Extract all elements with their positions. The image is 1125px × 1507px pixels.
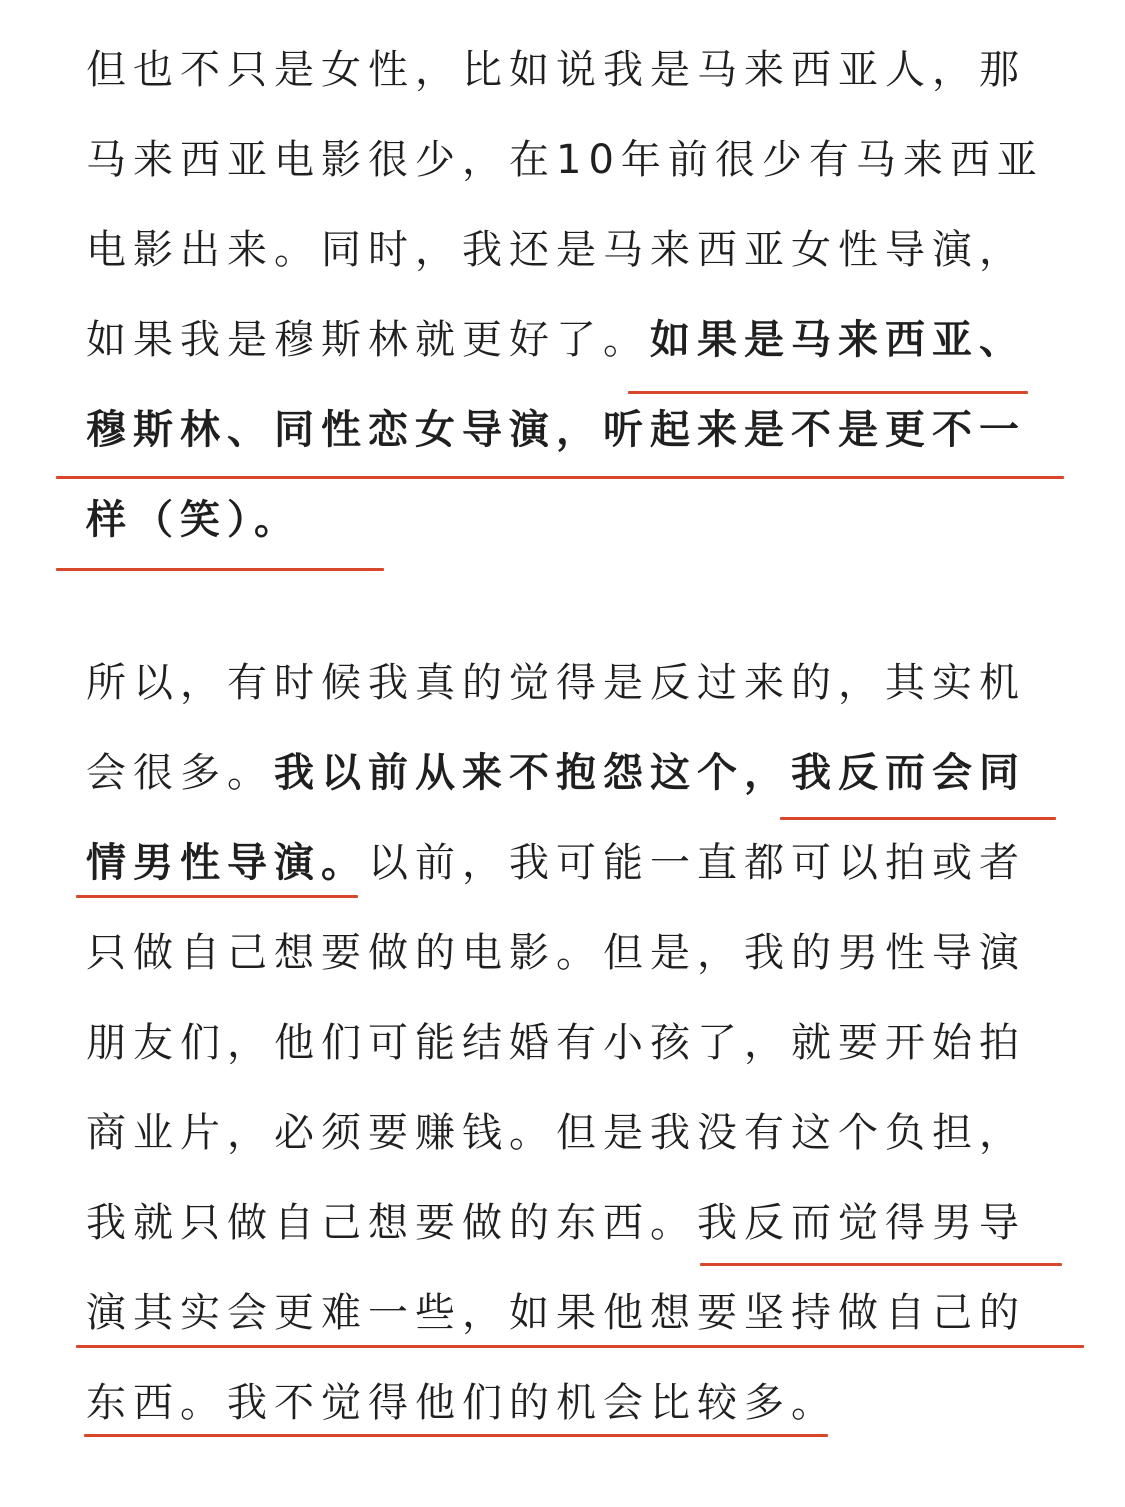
highlighted-text: 情男性导演。 bbox=[86, 840, 368, 886]
text-span: 商业片，必须要赚钱。但是我没有这个负担， bbox=[86, 1110, 1026, 1156]
red-underline bbox=[780, 817, 1056, 820]
red-underline bbox=[56, 568, 384, 571]
text-span: 但也不只是女性，比如说我是马来西亚人，那 bbox=[86, 47, 1026, 93]
paragraph-1-line-3 bbox=[86, 205, 1026, 295]
paragraph-2-line-7 bbox=[86, 1178, 1026, 1268]
paragraph-2-line-2 bbox=[86, 728, 1026, 818]
paragraph-2-line-6 bbox=[86, 1088, 1026, 1178]
text-span: 朋友们，他们可能结婚有小孩了，就要开始拍 bbox=[86, 1020, 1026, 1066]
red-underline bbox=[628, 391, 1028, 394]
text-span: 我就只做自己想要做的东西。我反而觉得男导 bbox=[86, 1200, 1026, 1246]
red-underline bbox=[700, 1263, 1062, 1266]
paragraph-1-line-2 bbox=[86, 115, 1044, 205]
text-span: 以前，我可能一直都可以拍或者 bbox=[368, 840, 1026, 886]
highlighted-text: 样（笑）。 bbox=[86, 497, 301, 543]
paragraph-1-line-4 bbox=[86, 295, 1026, 385]
paragraph-1-line-6 bbox=[86, 475, 301, 565]
paragraph-1-line-5 bbox=[86, 385, 1026, 475]
red-underline bbox=[84, 1434, 828, 1437]
paragraph-2-line-5 bbox=[86, 998, 1026, 1088]
highlighted-text: 我以前从来不抱怨这个，我反而会同 bbox=[274, 750, 1026, 796]
text-span: 会很多。 bbox=[86, 750, 274, 796]
paragraph-2-line-4 bbox=[86, 908, 1026, 998]
text-span: 马来西亚电影很少，在10年前很少有马来西亚 bbox=[86, 137, 1044, 183]
text-span: 东西。我不觉得他们的机会比较多。 bbox=[86, 1380, 838, 1426]
text-span: 只做自己想要做的电影。但是，我的男性导演 bbox=[86, 930, 1026, 976]
red-underline bbox=[76, 895, 358, 898]
red-underline bbox=[76, 1345, 1084, 1348]
paragraph-1-line-1 bbox=[86, 25, 1026, 115]
highlighted-text: 穆斯林、同性恋女导演，听起来是不是更不一 bbox=[86, 407, 1026, 453]
highlighted-text: 如果是马来西亚、 bbox=[650, 317, 1026, 363]
red-underline bbox=[56, 476, 1064, 479]
text-span: 电影出来。同时，我还是马来西亚女性导演， bbox=[86, 227, 1026, 273]
text-span: 如果我是穆斯林就更好了。 bbox=[86, 317, 650, 363]
paragraph-2-line-1 bbox=[86, 638, 1026, 728]
text-span: 所以，有时候我真的觉得是反过来的，其实机 bbox=[86, 660, 1026, 706]
text-span: 演其实会更难一些，如果他想要坚持做自己的 bbox=[86, 1290, 1026, 1336]
